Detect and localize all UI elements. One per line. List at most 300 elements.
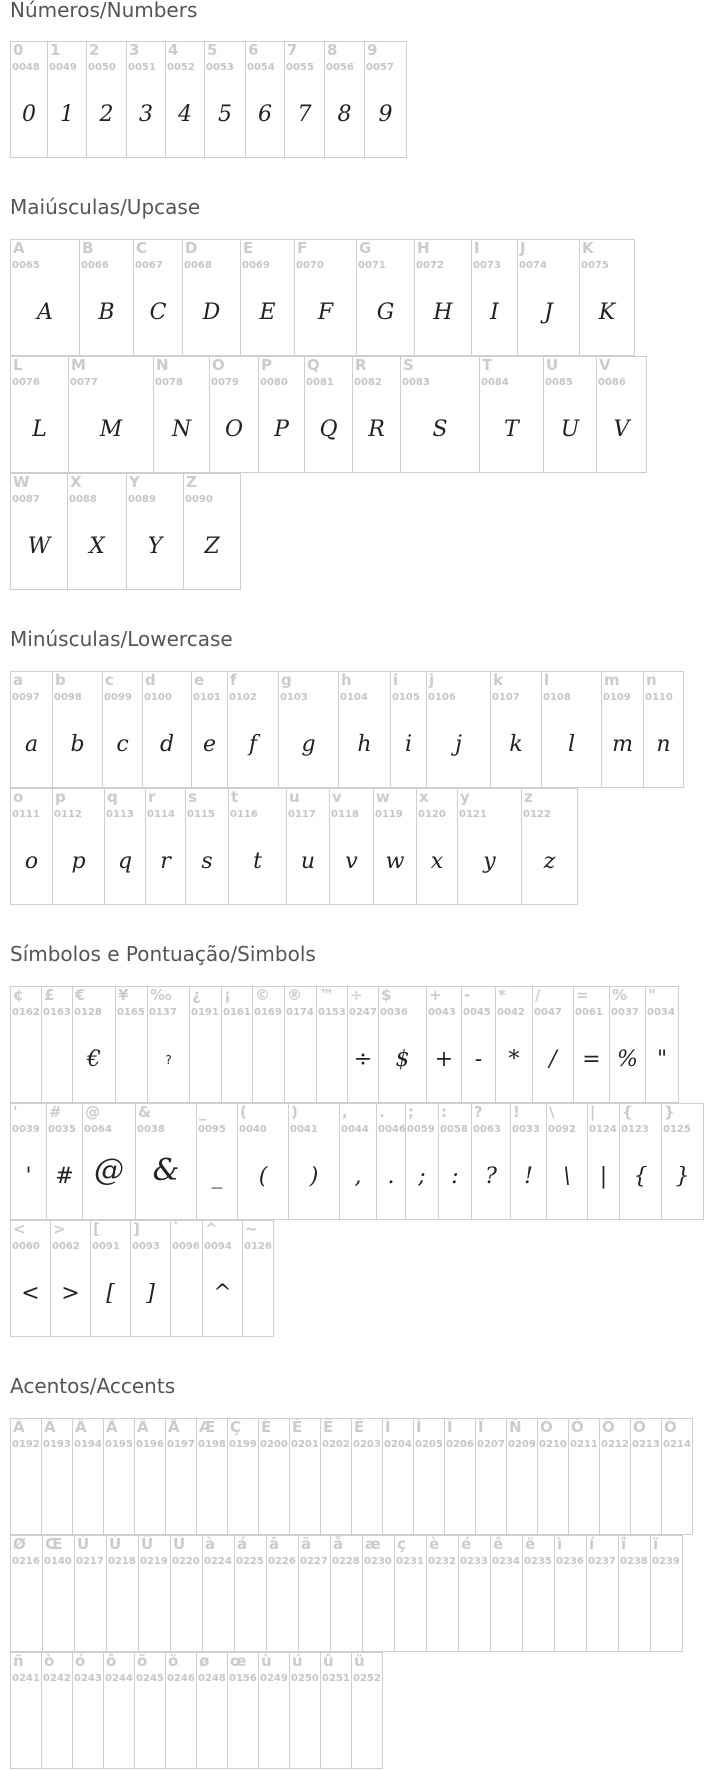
glyph-char-label: Ï bbox=[478, 1418, 484, 1436]
glyph-cell bbox=[661, 1418, 693, 1535]
glyph-row bbox=[10, 1652, 383, 1769]
glyph-cell bbox=[50, 1220, 91, 1337]
glyph-code-label: 0042 bbox=[497, 1007, 525, 1018]
glyph-code-label: 0161 bbox=[223, 1007, 251, 1018]
glyph-cell bbox=[237, 1103, 289, 1220]
glyph-cell bbox=[286, 788, 330, 905]
glyph-code-label: 0058 bbox=[440, 1124, 468, 1135]
glyph-sample: 7 bbox=[297, 102, 312, 127]
glyph-cell bbox=[104, 788, 146, 905]
glyph-cell bbox=[596, 356, 647, 473]
glyph-code-label: 0090 bbox=[185, 494, 213, 505]
glyph-code-label: 0052 bbox=[167, 62, 195, 73]
glyph-code-label: 0121 bbox=[459, 809, 487, 820]
glyph-code-label: 0153 bbox=[318, 1007, 346, 1018]
glyph-code-label: 0244 bbox=[105, 1673, 133, 1684]
glyph-char-label: Û bbox=[141, 1535, 154, 1553]
glyph-cell bbox=[165, 1652, 197, 1769]
glyph-code-label: 0205 bbox=[415, 1439, 443, 1450]
glyph-code-label: 0084 bbox=[481, 377, 509, 388]
glyph-char-label: ú bbox=[292, 1652, 303, 1670]
glyph-char-label: Y bbox=[129, 473, 140, 491]
glyph-code-label: 0238 bbox=[620, 1556, 648, 1567]
glyph-cell bbox=[289, 1652, 321, 1769]
glyph-char-label: Ê bbox=[323, 1418, 334, 1436]
glyph-row bbox=[10, 1220, 274, 1337]
glyph-cell bbox=[67, 473, 127, 590]
glyph-row bbox=[10, 473, 241, 590]
section-title-symbols: Símbolos e Pontuação/Simbols bbox=[10, 942, 316, 966]
glyph-sample: 9 bbox=[378, 102, 393, 127]
glyph-sample: b bbox=[70, 732, 85, 757]
glyph-sample: % bbox=[617, 1047, 638, 1072]
glyph-sample: / bbox=[549, 1047, 557, 1072]
glyph-cell bbox=[46, 1103, 83, 1220]
glyph-cell bbox=[106, 1535, 139, 1652]
glyph-cell bbox=[546, 1103, 588, 1220]
glyph-cell bbox=[284, 41, 325, 158]
glyph-char-label: u bbox=[289, 788, 300, 806]
glyph-cell bbox=[351, 1418, 383, 1535]
glyph-cell bbox=[329, 788, 374, 905]
glyph-char-label: Ñ bbox=[509, 1418, 522, 1436]
glyph-char-label: $ bbox=[381, 986, 392, 1004]
glyph-code-label: 0053 bbox=[206, 62, 234, 73]
glyph-char-label: ) bbox=[291, 1103, 298, 1121]
glyph-code-label: 0070 bbox=[296, 260, 324, 271]
glyph-cell bbox=[10, 788, 53, 905]
glyph-char-label: } bbox=[664, 1103, 675, 1121]
glyph-cell bbox=[471, 1103, 511, 1220]
glyph-sample: 6 bbox=[258, 102, 272, 127]
glyph-sample: < bbox=[21, 1281, 40, 1306]
glyph-cell bbox=[185, 788, 229, 905]
glyph-char-label: Ã bbox=[106, 1418, 118, 1436]
glyph-char-label: + bbox=[429, 986, 442, 1004]
glyph-char-label: ü bbox=[354, 1652, 365, 1670]
glyph-char-label: - bbox=[464, 986, 471, 1004]
glyph-code-label: 0201 bbox=[291, 1439, 319, 1450]
glyph-char-label: Ü bbox=[173, 1535, 186, 1553]
glyph-sample: t bbox=[253, 849, 262, 874]
glyph-cell bbox=[394, 1535, 427, 1652]
glyph-sample: @ bbox=[94, 1153, 124, 1188]
glyph-char-label: Ú bbox=[109, 1535, 122, 1553]
glyph-code-label: 0230 bbox=[364, 1556, 392, 1567]
glyph-cell bbox=[142, 671, 192, 788]
glyph-char-label: ! bbox=[513, 1103, 520, 1121]
glyph-code-label: 0126 bbox=[244, 1241, 272, 1252]
glyph-code-label: 0234 bbox=[492, 1556, 520, 1567]
glyph-cell bbox=[10, 1103, 47, 1220]
glyph-code-label: 0097 bbox=[12, 692, 40, 703]
glyph-char-label: Á bbox=[44, 1418, 56, 1436]
glyph-code-label: 0220 bbox=[172, 1556, 200, 1567]
glyph-char-label: d bbox=[145, 671, 156, 689]
glyph-char-label: À bbox=[13, 1418, 25, 1436]
glyph-cell bbox=[72, 986, 116, 1103]
glyph-char-label: 8 bbox=[327, 41, 338, 59]
glyph-code-label: 0083 bbox=[402, 377, 430, 388]
glyph-cell bbox=[72, 1418, 104, 1535]
glyph-char-label: £ bbox=[44, 986, 55, 1004]
glyph-char-label: k bbox=[493, 671, 503, 689]
glyph-sample: e bbox=[202, 732, 217, 757]
glyph-code-label: 0061 bbox=[575, 1007, 603, 1018]
glyph-char-label: õ bbox=[137, 1652, 148, 1670]
glyph-char-label: v bbox=[332, 788, 342, 806]
glyph-code-label: 0078 bbox=[155, 377, 183, 388]
glyph-cell bbox=[351, 1652, 383, 1769]
glyph-char-label: V bbox=[599, 356, 611, 374]
glyph-char-label: â bbox=[269, 1535, 280, 1553]
glyph-char-label: & bbox=[138, 1103, 152, 1121]
glyph-char-label: ; bbox=[408, 1103, 414, 1121]
glyph-char-label: / bbox=[535, 986, 541, 1004]
glyph-char-label: Ç bbox=[230, 1418, 242, 1436]
glyph-sample: G bbox=[376, 300, 395, 325]
glyph-sample: o bbox=[24, 849, 39, 874]
glyph-char-label: ô bbox=[106, 1652, 117, 1670]
glyph-cell bbox=[650, 1535, 683, 1652]
glyph-char-label: ï bbox=[653, 1535, 659, 1553]
glyph-char-label: ñ bbox=[13, 1652, 24, 1670]
glyph-sample: F bbox=[317, 300, 334, 325]
glyph-sample: ; bbox=[418, 1164, 426, 1189]
glyph-cell bbox=[74, 1535, 107, 1652]
glyph-char-label: ® bbox=[287, 986, 302, 1004]
glyph-char-label: _ bbox=[199, 1103, 207, 1121]
glyph-cell bbox=[382, 1418, 414, 1535]
glyph-cell bbox=[609, 986, 646, 1103]
glyph-char-label: Å bbox=[168, 1418, 180, 1436]
glyph-char-label: t bbox=[231, 788, 239, 806]
glyph-char-label: f bbox=[230, 671, 237, 689]
glyph-cell bbox=[258, 1418, 290, 1535]
glyph-cell bbox=[10, 1652, 42, 1769]
glyph-code-label: 0103 bbox=[280, 692, 308, 703]
glyph-code-label: 0219 bbox=[140, 1556, 168, 1567]
glyph-char-label: m bbox=[604, 671, 620, 689]
glyph-char-label: i bbox=[393, 671, 399, 689]
glyph-code-label: 0246 bbox=[167, 1673, 195, 1684]
glyph-char-label: ¡ bbox=[224, 986, 231, 1004]
glyph-cell bbox=[324, 41, 365, 158]
glyph-code-label: 0117 bbox=[288, 809, 316, 820]
glyph-cell bbox=[147, 986, 190, 1103]
glyph-char-label: È bbox=[261, 1418, 272, 1436]
glyph-code-label: 0165 bbox=[117, 1007, 145, 1018]
glyph-char-label: ? bbox=[474, 1103, 483, 1121]
glyph-code-label: 0086 bbox=[598, 377, 626, 388]
glyph-char-label: 9 bbox=[367, 41, 378, 59]
glyph-cell bbox=[10, 1535, 43, 1652]
glyph-code-label: 0092 bbox=[548, 1124, 576, 1135]
glyph-cell bbox=[495, 986, 533, 1103]
glyph-code-label: 0191 bbox=[191, 1007, 219, 1018]
glyph-cell bbox=[573, 986, 610, 1103]
glyph-code-label: 0202 bbox=[322, 1439, 350, 1450]
glyph-sample: a bbox=[24, 732, 39, 757]
glyph-sample: , bbox=[354, 1164, 362, 1189]
glyph-cell bbox=[630, 1418, 662, 1535]
glyph-sample: k bbox=[509, 732, 523, 757]
glyph-char-label: 1 bbox=[50, 41, 61, 59]
glyph-code-label: 0074 bbox=[519, 260, 547, 271]
glyph-char-label: ¢ bbox=[13, 986, 24, 1004]
glyph-char-label: G bbox=[359, 239, 372, 257]
glyph-code-label: 0033 bbox=[512, 1124, 540, 1135]
glyph-sample: 4 bbox=[178, 102, 192, 127]
glyph-cell bbox=[479, 356, 544, 473]
glyph-code-label: 0051 bbox=[128, 62, 156, 73]
glyph-char-label: Ù bbox=[77, 1535, 90, 1553]
glyph-code-label: 0062 bbox=[52, 1241, 80, 1252]
glyph-cell bbox=[266, 1535, 299, 1652]
glyph-cell bbox=[196, 1418, 228, 1535]
glyph-code-label: 0214 bbox=[663, 1439, 691, 1450]
glyph-sample: # bbox=[55, 1164, 74, 1189]
glyph-cell bbox=[294, 239, 357, 356]
glyph-code-label: 0035 bbox=[48, 1124, 76, 1135]
glyph-char-label: < bbox=[13, 1220, 26, 1238]
glyph-code-label: 0064 bbox=[84, 1124, 112, 1135]
glyph-sample: A bbox=[37, 300, 53, 325]
glyph-char-label: o bbox=[13, 788, 24, 806]
glyph-code-label: 0045 bbox=[463, 1007, 491, 1018]
glyph-code-label: 0096 bbox=[172, 1241, 200, 1252]
glyph-code-label: 0050 bbox=[88, 62, 116, 73]
glyph-code-label: 0249 bbox=[260, 1673, 288, 1684]
glyph-sample: T bbox=[504, 417, 519, 442]
glyph-code-label: 0076 bbox=[12, 377, 40, 388]
glyph-sample: Z bbox=[204, 534, 220, 559]
glyph-char-label: ó bbox=[75, 1652, 86, 1670]
glyph-char-label: " bbox=[648, 986, 656, 1004]
glyph-cell bbox=[170, 1220, 203, 1337]
glyph-char-label: 5 bbox=[207, 41, 218, 59]
glyph-char-label: Í bbox=[416, 1418, 422, 1436]
glyph-char-label: % bbox=[612, 986, 628, 1004]
glyph-sample: u bbox=[300, 849, 316, 874]
glyph-sample: p bbox=[71, 849, 86, 874]
glyph-cell bbox=[338, 671, 391, 788]
glyph-char-label: L bbox=[13, 356, 23, 374]
glyph-char-label: h bbox=[341, 671, 352, 689]
glyph-code-label: 0231 bbox=[396, 1556, 424, 1567]
glyph-sample: I bbox=[490, 300, 499, 325]
glyph-cell bbox=[10, 1220, 51, 1337]
glyph-code-label: 0197 bbox=[167, 1439, 195, 1450]
glyph-code-label: 0057 bbox=[366, 62, 394, 73]
glyph-char-label: P bbox=[261, 356, 272, 374]
glyph-char-label: 6 bbox=[248, 41, 259, 59]
glyph-cell bbox=[10, 41, 48, 158]
glyph-cell bbox=[414, 239, 472, 356]
glyph-char-label: T bbox=[482, 356, 493, 374]
glyph-row bbox=[10, 1535, 683, 1652]
glyph-cell bbox=[461, 986, 496, 1103]
glyph-sample: ? bbox=[164, 1053, 173, 1067]
glyph-cell bbox=[568, 1418, 600, 1535]
glyph-code-label: 0115 bbox=[187, 809, 215, 820]
glyph-cell bbox=[438, 1103, 472, 1220]
glyph-code-label: 0194 bbox=[74, 1439, 102, 1450]
glyph-cell bbox=[517, 239, 580, 356]
glyph-code-label: 0198 bbox=[198, 1439, 226, 1450]
glyph-char-label: 0 bbox=[13, 41, 24, 59]
glyph-cell bbox=[82, 1103, 136, 1220]
glyph-char-label: = bbox=[576, 986, 589, 1004]
glyph-char-label: ç bbox=[397, 1535, 406, 1553]
glyph-code-label: 0110 bbox=[645, 692, 673, 703]
glyph-cell bbox=[126, 41, 166, 158]
glyph-char-label: : bbox=[441, 1103, 447, 1121]
glyph-code-label: 0119 bbox=[375, 809, 403, 820]
glyph-char-label: F bbox=[297, 239, 308, 257]
glyph-code-label: 0066 bbox=[81, 260, 109, 271]
glyph-sample: g bbox=[301, 732, 316, 757]
glyph-cell bbox=[661, 1103, 704, 1220]
glyph-code-label: 0114 bbox=[147, 809, 175, 820]
glyph-code-label: 0041 bbox=[290, 1124, 318, 1135]
glyph-code-label: 0075 bbox=[581, 260, 609, 271]
glyph-code-label: 0067 bbox=[135, 260, 163, 271]
glyph-code-label: 0108 bbox=[543, 692, 571, 703]
glyph-cell bbox=[165, 1418, 197, 1535]
glyph-cell bbox=[126, 473, 184, 590]
glyph-cell bbox=[240, 239, 295, 356]
glyph-sample: U bbox=[560, 417, 580, 442]
glyph-char-label: Ø bbox=[13, 1535, 26, 1553]
glyph-code-label: 0124 bbox=[589, 1124, 617, 1135]
glyph-code-label: 0248 bbox=[198, 1673, 226, 1684]
glyph-sample: € bbox=[87, 1047, 101, 1072]
glyph-cell bbox=[41, 1652, 73, 1769]
glyph-code-label: 0232 bbox=[428, 1556, 456, 1567]
glyph-code-label: 0227 bbox=[300, 1556, 328, 1567]
glyph-code-label: 0196 bbox=[136, 1439, 164, 1450]
glyph-code-label: 0203 bbox=[353, 1439, 381, 1450]
glyph-code-label: 0245 bbox=[136, 1673, 164, 1684]
glyph-code-label: 0089 bbox=[128, 494, 156, 505]
glyph-code-label: 0087 bbox=[12, 494, 40, 505]
glyph-cell bbox=[352, 356, 401, 473]
glyph-cell bbox=[86, 41, 127, 158]
glyph-cell bbox=[145, 788, 186, 905]
glyph-cell bbox=[471, 239, 518, 356]
glyph-char-label: b bbox=[55, 671, 66, 689]
glyph-char-label: j bbox=[429, 671, 435, 689]
glyph-code-label: 0094 bbox=[204, 1241, 232, 1252]
glyph-cell bbox=[532, 986, 574, 1103]
glyph-sample: ] bbox=[146, 1281, 155, 1306]
glyph-char-label: 2 bbox=[89, 41, 100, 59]
glyph-code-label: 0046 bbox=[378, 1124, 406, 1135]
glyph-char-label: U bbox=[546, 356, 559, 374]
glyph-char-label: N bbox=[156, 356, 169, 374]
glyph-code-label: 0252 bbox=[353, 1673, 381, 1684]
glyph-char-label: Ò bbox=[540, 1418, 553, 1436]
glyph-code-label: 0199 bbox=[229, 1439, 257, 1450]
glyph-cell bbox=[10, 356, 69, 473]
glyph-code-label: 0091 bbox=[92, 1241, 120, 1252]
glyph-code-label: 0216 bbox=[12, 1556, 40, 1567]
glyph-code-label: 0140 bbox=[44, 1556, 72, 1567]
glyph-code-label: 0125 bbox=[663, 1124, 691, 1135]
glyph-code-label: 0116 bbox=[230, 809, 258, 820]
glyph-code-label: 0123 bbox=[621, 1124, 649, 1135]
glyph-cell bbox=[288, 1103, 340, 1220]
glyph-sample: \ bbox=[563, 1164, 571, 1189]
glyph-code-label: 0112 bbox=[54, 809, 82, 820]
glyph-code-label: 0242 bbox=[43, 1673, 71, 1684]
glyph-cell bbox=[599, 1418, 631, 1535]
glyph-row bbox=[10, 671, 684, 788]
glyph-code-label: 0237 bbox=[588, 1556, 616, 1567]
glyph-code-label: 0195 bbox=[105, 1439, 133, 1450]
glyph-char-label: , bbox=[342, 1103, 348, 1121]
glyph-row bbox=[10, 986, 679, 1103]
glyph-sample: S bbox=[432, 417, 448, 442]
glyph-char-label: ù bbox=[261, 1652, 272, 1670]
glyph-code-label: 0156 bbox=[229, 1673, 257, 1684]
glyph-code-label: 0071 bbox=[358, 260, 386, 271]
glyph-char-label: J bbox=[520, 239, 526, 257]
glyph-cell bbox=[645, 986, 679, 1103]
glyph-code-label: 0047 bbox=[534, 1007, 562, 1018]
glyph-code-label: 0038 bbox=[137, 1124, 165, 1135]
glyph-cell bbox=[458, 1535, 491, 1652]
glyph-char-label: z bbox=[524, 788, 533, 806]
glyph-code-label: 0073 bbox=[473, 260, 501, 271]
glyph-sample: y bbox=[483, 849, 496, 874]
glyph-sample: s bbox=[201, 849, 213, 874]
glyph-cell bbox=[390, 671, 427, 788]
glyph-char-label: © bbox=[255, 986, 270, 1004]
glyph-cell bbox=[10, 473, 68, 590]
glyph-sample: ) bbox=[309, 1164, 319, 1189]
glyph-cell bbox=[134, 1418, 166, 1535]
section-title-lowercase: Minúsculas/Lowercase bbox=[10, 627, 233, 651]
glyph-code-label: 0109 bbox=[603, 692, 631, 703]
glyph-sample: 0 bbox=[22, 102, 36, 127]
glyph-char-label: Œ bbox=[45, 1535, 63, 1553]
glyph-char-label: á bbox=[237, 1535, 248, 1553]
glyph-cell bbox=[320, 1652, 352, 1769]
glyph-char-label: g bbox=[281, 671, 292, 689]
glyph-sample: Q bbox=[319, 417, 338, 442]
glyph-code-label: 0239 bbox=[652, 1556, 680, 1567]
glyph-sample: J bbox=[544, 300, 553, 325]
glyph-char-label: \ bbox=[549, 1103, 555, 1121]
glyph-char-label: Â bbox=[75, 1418, 87, 1436]
glyph-sample: ( bbox=[258, 1164, 268, 1189]
glyph-code-label: 0250 bbox=[291, 1673, 319, 1684]
glyph-code-label: 0101 bbox=[193, 692, 221, 703]
glyph-cell bbox=[316, 986, 348, 1103]
glyph-cell bbox=[618, 1535, 651, 1652]
glyph-char-label: r bbox=[148, 788, 156, 806]
glyph-sample: M bbox=[99, 417, 123, 442]
glyph-code-label: 0251 bbox=[322, 1673, 350, 1684]
glyph-sample: h bbox=[357, 732, 372, 757]
glyph-sample: + bbox=[434, 1047, 454, 1072]
glyph-cell bbox=[586, 1535, 619, 1652]
glyph-cell bbox=[364, 41, 407, 158]
glyph-cell bbox=[522, 1535, 555, 1652]
glyph-sample: E bbox=[259, 300, 276, 325]
